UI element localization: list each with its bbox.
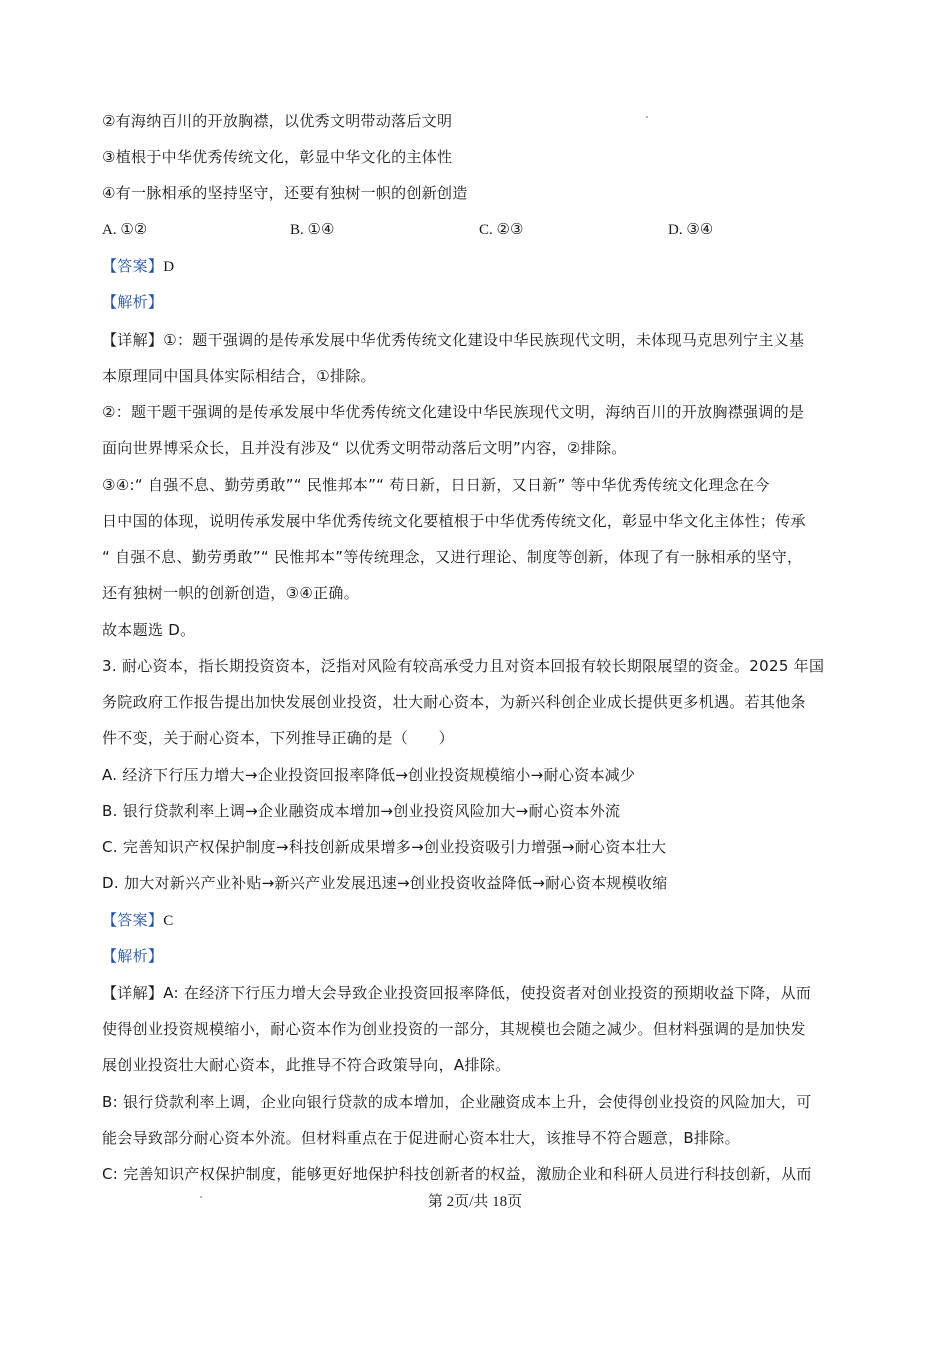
q3-option-c: C. 完善知识产权保护制度→科技创新成果增多→创业投资吸引力增强→耐心资本壮大 (102, 838, 667, 856)
q3-stem-line: 3. 耐心资本，指长期投资资本，泛指对风险有较高承受力且对资本回报有较长期限展望的资金。2025 年国 (102, 657, 825, 675)
answer-label: 【答案】 (102, 257, 164, 275)
q3-detail-line (102, 983, 811, 1003)
q2-detail-line: 本原理同中国具体实际相结合，①排除。 (102, 367, 376, 385)
q2-detail-line (102, 330, 804, 350)
q2-detail-line: ③④:“ 自强不息、勤劳勇敢”“ 民惟邦本”“ 苟日新，日日新，又日新” 等中华优秀传统文化理念在今 (102, 476, 770, 494)
q2-answer (102, 256, 174, 277)
q2-statement-4: ④有一脉相承的坚持坚守，还要有独树一帜的创新创造 (102, 184, 468, 202)
q2-detail-line: “ 自强不息、勤劳勇敢”“ 民惟邦本”等传统理念，又进行理论、制度等创新，体现了有一脉相承的坚守， (102, 548, 803, 566)
detail-label: 【详解】 (102, 331, 164, 349)
q3-option-d: D. 加大对新兴产业补贴→新兴产业发展迅速→创业投资收益降低→耐心资本规模收缩 (102, 874, 668, 892)
detail-label: 【详解】 (102, 984, 164, 1002)
q2-detail-line: 面向世界博采众长，且并没有涉及“ 以优秀文明带动落后文明”内容，②排除。 (102, 439, 627, 457)
scan-dot (646, 116, 648, 118)
q3-stem-line: 务院政府工作报告提出加快发展创业投资，壮大耐心资本，为新兴科创企业成长提供更多机遇。若其他条 (102, 693, 806, 711)
q2-statement-2: ②有海纳百川的开放胸襟，以优秀文明带动落后文明 (102, 112, 453, 130)
q2-option-a: A. ①② (102, 222, 148, 238)
q2-option-c: C. ②③ (479, 222, 524, 238)
scan-dot (200, 1196, 202, 1198)
q2-statement-3: ③植根于中华优秀传统文化，彰显中华文化的主体性 (102, 148, 453, 166)
q3-detail-line: 使得创业投资规模缩小，耐心资本作为创业投资的一部分，其规模也会随之减少。但材料强调的是加快发 (102, 1020, 806, 1038)
q2-option-d: D. ③④ (668, 222, 714, 238)
q2-detail-line: ②：题干题干强调的是传承发展中华优秀传统文化建设中华民族现代文明，海纳百川的开放胸襟强调的是 (102, 403, 805, 421)
q3-answer (102, 910, 174, 931)
q3-detail-line: B: 银行贷款利率上调，企业向银行贷款的成本增加，企业融资成本上升，会使得创业投资的风险加大，可 (102, 1093, 812, 1111)
q2-detail-line: 还有独树一帜的创新创造，③④正确。 (102, 584, 359, 602)
q2-option-b: B. ①④ (290, 222, 335, 238)
page-footer: 第 2页/共 18页 (427, 1194, 523, 1210)
q2-detail-line: 日中国的体现，说明传承发展中华优秀传统文化要植根于中华优秀传统文化，彰显中华文化主体性；传承 (102, 512, 806, 530)
q3-analysis-label: 【解析】 (102, 947, 164, 965)
q3-option-b: B. 银行贷款利率上调→企业融资成本增加→创业投资风险加大→耐心资本外流 (102, 802, 621, 820)
q3-detail-line: 展创业投资壮大耐心资本，此推导不符合政策导向，A排除。 (102, 1056, 511, 1074)
answer-value: D (163, 259, 175, 275)
detail-text: ①：题干强调的是传承发展中华优秀传统文化建设中华民族现代文明，未体现马克思列宁主义基 (163, 331, 805, 349)
detail-text: A: 在经济下行压力增大会导致企业投资回报率降低，使投资者对创业投资的预期收益下降，从而 (163, 984, 812, 1002)
q3-detail-line: C: 完善知识产权保护制度，能够更好地保护科技创新者的权益，激励企业和科研人员进行科技创新，从而 (102, 1165, 812, 1183)
answer-label: 【答案】 (102, 911, 164, 929)
q3-stem-line: 件不变，关于耐心资本，下列推导正确的是（ ） (102, 729, 454, 747)
q3-option-a: A. 经济下行压力增大→企业投资回报率降低→创业投资规模缩小→耐心资本减少 (102, 766, 636, 784)
q2-analysis-label: 【解析】 (102, 293, 164, 311)
q3-detail-line: 能会导致部分耐心资本外流。但材料重点在于促进耐心资本壮大，该推导不符合题意，B排除。 (102, 1129, 740, 1147)
q2-conclusion: 故本题选 D。 (102, 621, 196, 639)
answer-value: C (163, 913, 174, 929)
